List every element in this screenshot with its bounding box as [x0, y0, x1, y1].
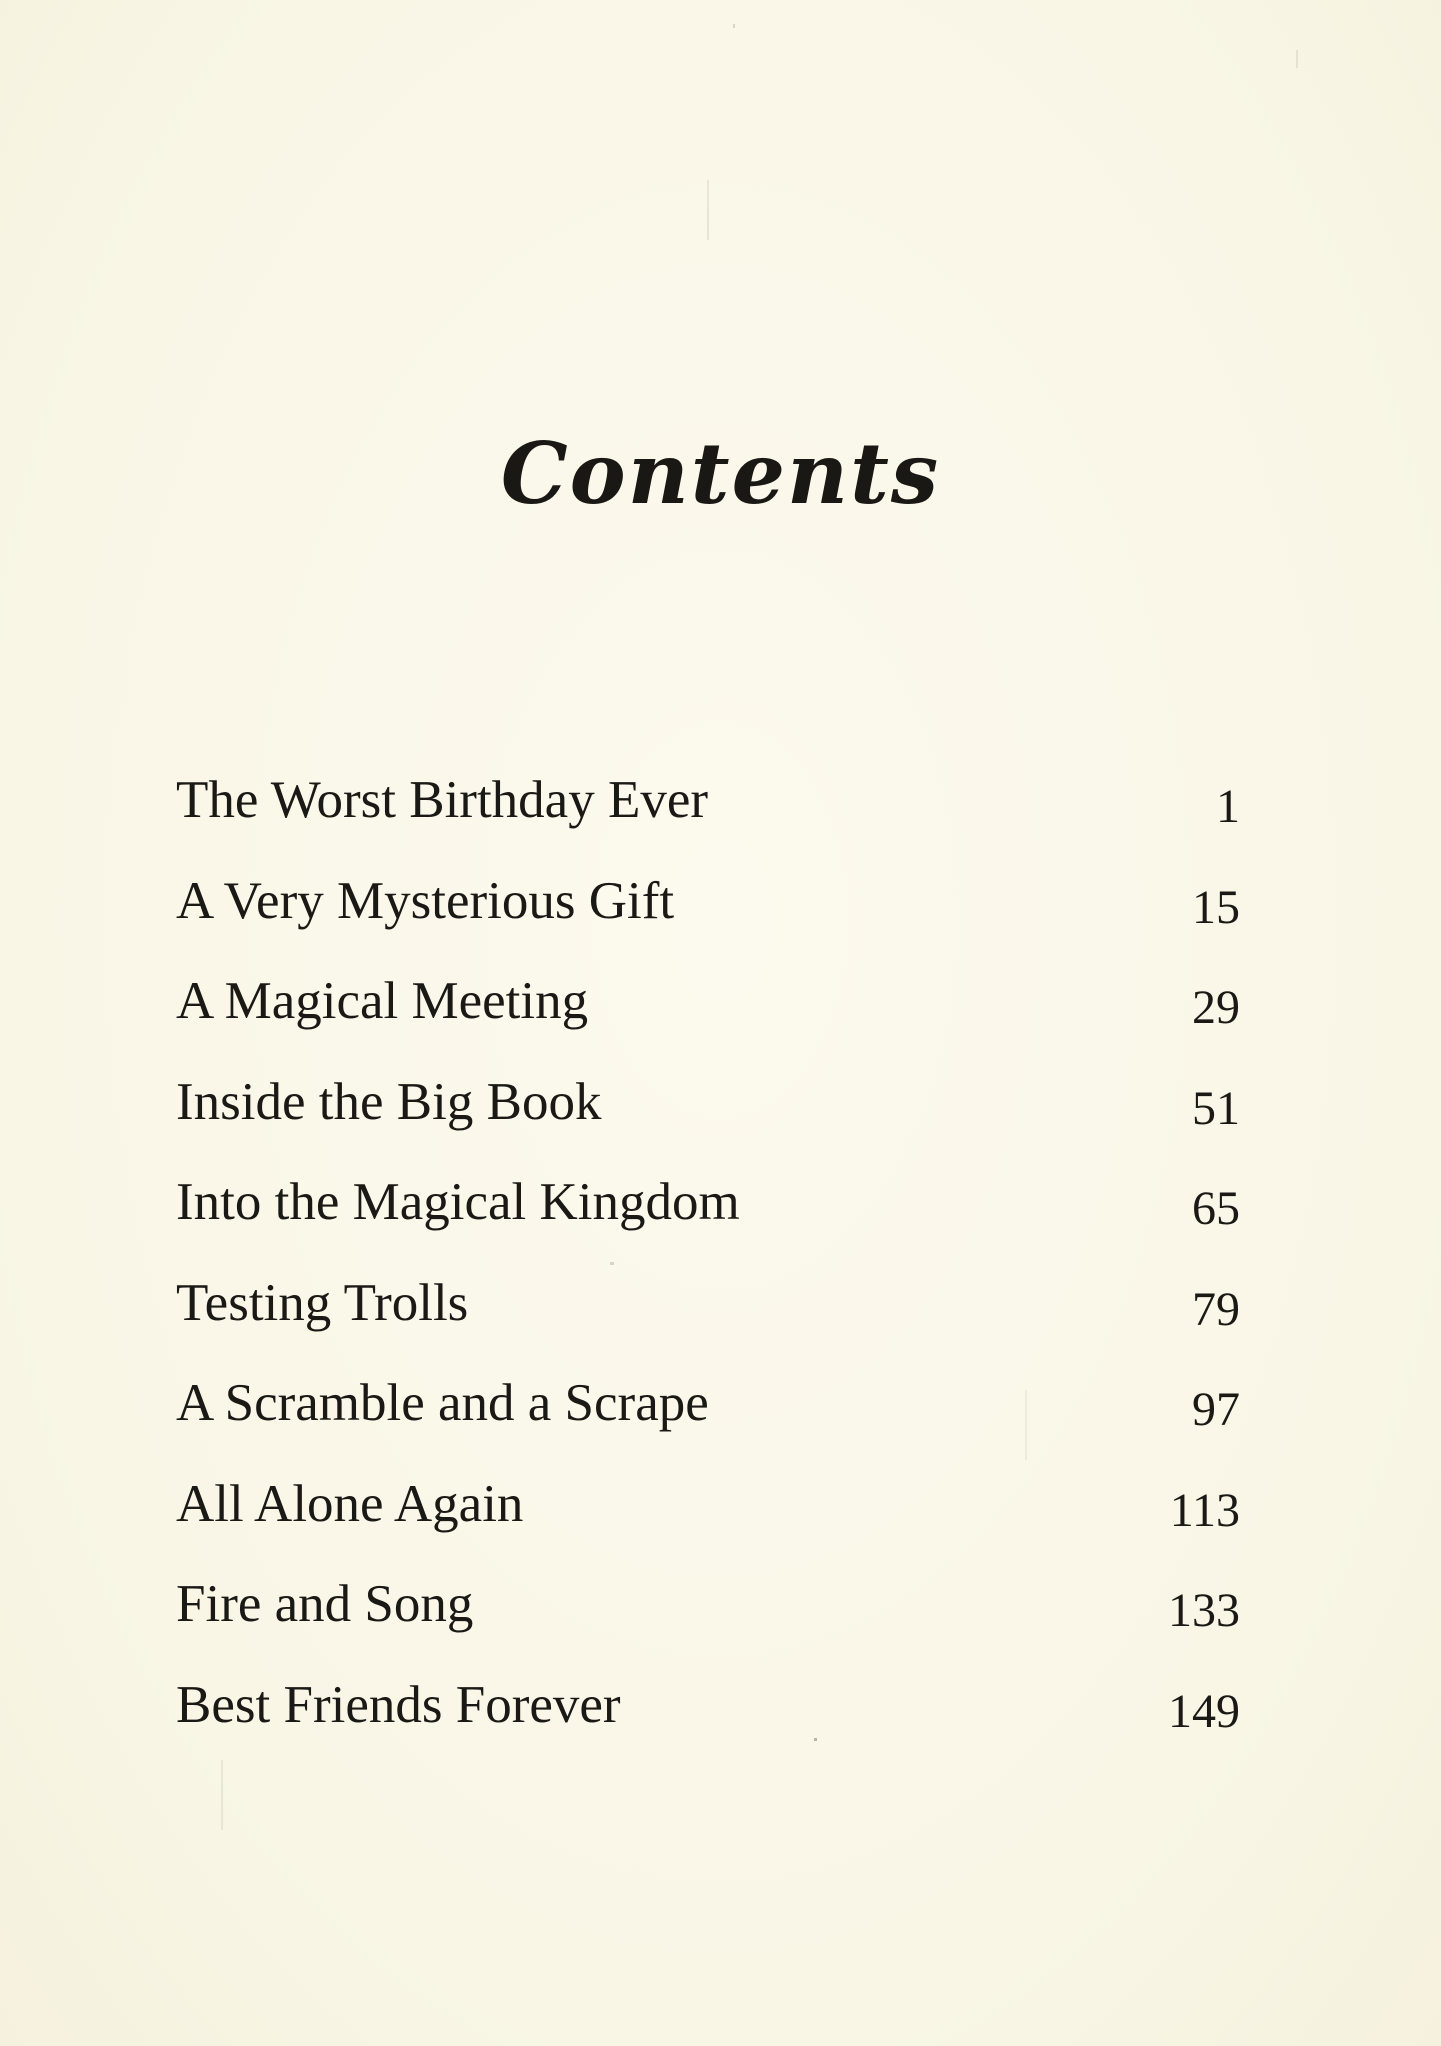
chapter-page-number: 65 — [1192, 1182, 1240, 1235]
chapter-page-number: 133 — [1168, 1584, 1240, 1637]
chapter-title: Inside the Big Book — [176, 1072, 602, 1131]
toc-entry — [176, 1474, 1240, 1575]
chapter-page-number: 113 — [1169, 1483, 1240, 1537]
toc-entry — [176, 1172, 1240, 1273]
chapter-page-number: 51 — [1192, 1081, 1240, 1135]
chapter-title: The Worst Birthday Ever — [176, 771, 708, 829]
chapter-page-number: 149 — [1168, 1684, 1240, 1738]
chapter-title: A Scramble and a Scrape — [176, 1374, 709, 1432]
toc-entry — [176, 1273, 1240, 1374]
chapter-page-number: 79 — [1192, 1282, 1240, 1336]
toc-entry — [176, 971, 1240, 1072]
chapter-title: Testing Trolls — [176, 1273, 469, 1332]
chapter-title: A Magical Meeting — [176, 972, 589, 1030]
chapter-page-number: 15 — [1192, 880, 1240, 934]
chapter-title: A Very Mysterious Gift — [176, 871, 675, 930]
paper-speck — [733, 24, 735, 28]
toc-entry — [176, 1675, 1240, 1776]
table-of-contents — [176, 770, 1240, 1775]
toc-entry — [176, 1072, 1240, 1173]
toc-entry — [176, 1373, 1240, 1474]
chapter-page-number: 29 — [1192, 981, 1240, 1034]
toc-entry — [176, 871, 1240, 972]
chapter-page-number: 1 — [1216, 780, 1240, 833]
chapter-page-number: 97 — [1192, 1383, 1240, 1436]
chapter-title: All Alone Again — [176, 1474, 524, 1533]
paper-speck — [1296, 50, 1298, 68]
page-title: Contents — [500, 424, 941, 523]
toc-entry — [176, 770, 1240, 871]
toc-entry — [176, 1574, 1240, 1675]
chapter-title: Fire and Song — [176, 1575, 474, 1633]
chapter-title: Best Friends Forever — [176, 1675, 621, 1734]
paper-speck — [707, 180, 709, 240]
chapter-title: Into the Magical Kingdom — [176, 1173, 740, 1231]
